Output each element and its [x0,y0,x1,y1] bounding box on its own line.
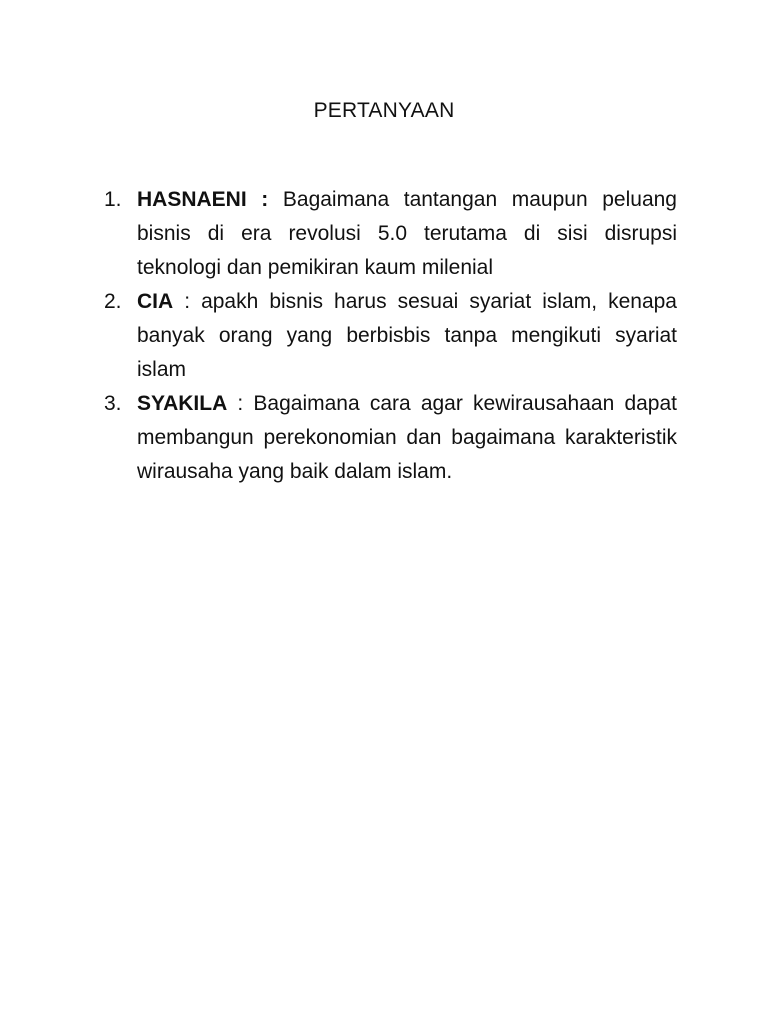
question-text-3: : Bagaimana cara agar kewirausahaan dapat membangun perekonomian dan bagaimana karakteristik wirausaha yang baik dalam islam. [137,392,677,483]
question-item-2 [104,285,677,387]
question-list [104,183,677,489]
question-number-3: 3. [104,392,122,415]
question-asker-2: CIA [137,290,174,313]
question-text-1: Bagaimana tantangan maupun peluang bisnis di era revolusi 5.0 terutama di sisi disrupsi teknologi dan pemikiran kaum milenial [137,188,677,279]
question-asker-1: HASNAENI : [137,188,269,211]
question-number-1: 1. [104,188,122,211]
question-text-2: : apakh bisnis harus sesuai syariat islam, kenapa banyak orang yang berbisbis tanpa mengikuti syariat islam [137,290,677,381]
question-number-2: 2. [104,290,122,313]
question-asker-3: SYAKILA [137,392,228,415]
question-item-1 [104,183,677,285]
page-title: PERTANYAAN [313,99,455,122]
question-item-3 [104,387,677,489]
